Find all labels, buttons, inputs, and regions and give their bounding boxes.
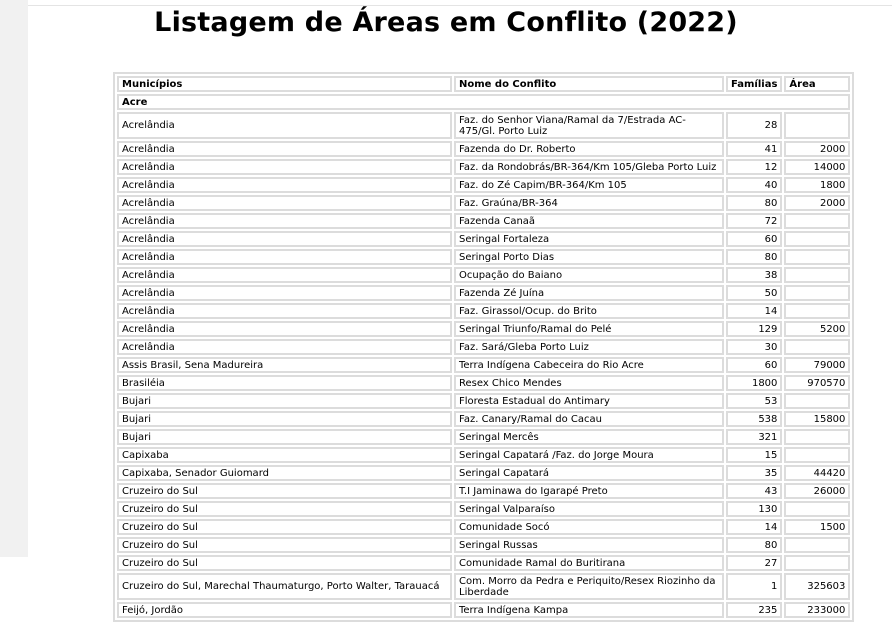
cell-familias: 14 (726, 519, 782, 535)
cell-area (784, 303, 850, 319)
cell-nome-conflito: Com. Morro da Pedra e Periquito/Resex Riozinho da Liberdade (454, 573, 724, 600)
cell-area: 44420 (784, 465, 850, 481)
cell-familias: 80 (726, 249, 782, 265)
cell-municipio: Acrelândia (117, 285, 452, 301)
table-body (117, 94, 850, 618)
table-header-row (117, 76, 850, 92)
cell-municipio: Cruzeiro do Sul (117, 537, 452, 553)
table-row (117, 375, 850, 391)
cell-nome-conflito: Faz. Canary/Ramal do Cacau (454, 411, 724, 427)
cell-familias: 40 (726, 177, 782, 193)
cell-area (784, 501, 850, 517)
cell-nome-conflito: Seringal Capatará /Faz. do Jorge Moura (454, 447, 724, 463)
cell-area: 79000 (784, 357, 850, 373)
conflicts-table (113, 72, 854, 622)
cell-familias: 15 (726, 447, 782, 463)
table-row (117, 112, 850, 139)
cell-familias: 30 (726, 339, 782, 355)
cell-area: 15800 (784, 411, 850, 427)
table-row (117, 267, 850, 283)
cell-nome-conflito: Floresta Estadual do Antimary (454, 393, 724, 409)
cell-familias: 60 (726, 357, 782, 373)
table-row (117, 159, 850, 175)
cell-municipio: Cruzeiro do Sul (117, 519, 452, 535)
cell-area (784, 339, 850, 355)
cell-municipio: Capixaba, Senador Guiomard (117, 465, 452, 481)
cell-familias: 60 (726, 231, 782, 247)
cell-nome-conflito: Faz. Girassol/Ocup. do Brito (454, 303, 724, 319)
table-row (117, 357, 850, 373)
table-row (117, 447, 850, 463)
cell-area (784, 285, 850, 301)
table-row (117, 231, 850, 247)
cell-municipio: Brasiléia (117, 375, 452, 391)
cell-familias: 129 (726, 321, 782, 337)
cell-area (784, 393, 850, 409)
cell-nome-conflito: Terra Indígena Kampa (454, 602, 724, 618)
cell-area: 5200 (784, 321, 850, 337)
cell-municipio: Feijó, Jordão (117, 602, 452, 618)
cell-familias: 1 (726, 573, 782, 600)
cell-area: 325603 (784, 573, 850, 600)
cell-familias: 80 (726, 537, 782, 553)
cell-area: 1800 (784, 177, 850, 193)
cell-municipio: Acrelândia (117, 195, 452, 211)
cell-municipio: Cruzeiro do Sul (117, 483, 452, 499)
table-row (117, 177, 850, 193)
cell-nome-conflito: Resex Chico Mendes (454, 375, 724, 391)
cell-municipio: Bujari (117, 411, 452, 427)
cell-municipio: Bujari (117, 429, 452, 445)
cell-familias: 1800 (726, 375, 782, 391)
cell-familias: 35 (726, 465, 782, 481)
table-row (117, 555, 850, 571)
cell-municipio: Cruzeiro do Sul (117, 555, 452, 571)
cell-area: 2000 (784, 195, 850, 211)
cell-municipio: Acrelândia (117, 159, 452, 175)
cell-area (784, 249, 850, 265)
table-row (117, 501, 850, 517)
table-row (117, 195, 850, 211)
table-row (117, 519, 850, 535)
cell-familias: 130 (726, 501, 782, 517)
table-row (117, 303, 850, 319)
cell-nome-conflito: Faz. Graúna/BR-364 (454, 195, 724, 211)
cell-area (784, 555, 850, 571)
cell-municipio: Acrelândia (117, 112, 452, 139)
state-row (117, 94, 850, 110)
cell-area (784, 267, 850, 283)
cell-municipio: Acrelândia (117, 303, 452, 319)
cell-municipio: Acrelândia (117, 141, 452, 157)
cell-nome-conflito: Terra Indígena Cabeceira do Rio Acre (454, 357, 724, 373)
cell-familias: 28 (726, 112, 782, 139)
cell-area (784, 537, 850, 553)
cell-familias: 27 (726, 555, 782, 571)
cell-nome-conflito: Faz. do Senhor Viana/Ramal da 7/Estrada AC-475/Gl. Porto Luiz (454, 112, 724, 139)
cell-nome-conflito: Faz. da Rondobrás/BR-364/Km 105/Gleba Porto Luiz (454, 159, 724, 175)
table-row (117, 429, 850, 445)
table-row (117, 537, 850, 553)
cell-familias: 12 (726, 159, 782, 175)
table-row (117, 465, 850, 481)
table-row (117, 573, 850, 600)
cell-municipio: Acrelândia (117, 321, 452, 337)
cell-nome-conflito: Fazenda do Dr. Roberto (454, 141, 724, 157)
cell-municipio: Acrelândia (117, 213, 452, 229)
cell-nome-conflito: Seringal Valparaíso (454, 501, 724, 517)
cell-nome-conflito: Seringal Fortaleza (454, 231, 724, 247)
cell-municipio: Acrelândia (117, 177, 452, 193)
table-row (117, 213, 850, 229)
table-row (117, 321, 850, 337)
cell-municipio: Acrelândia (117, 231, 452, 247)
table-row (117, 411, 850, 427)
cell-area (784, 112, 850, 139)
cell-nome-conflito: Comunidade Ramal do Buritirana (454, 555, 724, 571)
cell-area: 233000 (784, 602, 850, 618)
cell-area: 970570 (784, 375, 850, 391)
table-row (117, 249, 850, 265)
cell-nome-conflito: Ocupação do Baiano (454, 267, 724, 283)
cell-area: 1500 (784, 519, 850, 535)
cell-municipio: Cruzeiro do Sul, Marechal Thaumaturgo, Porto Walter, Tarauacá (117, 573, 452, 600)
cell-nome-conflito: Fazenda Zé Juína (454, 285, 724, 301)
cell-nome-conflito: Faz. do Zé Capim/BR-364/Km 105 (454, 177, 724, 193)
cell-familias: 235 (726, 602, 782, 618)
cell-nome-conflito: Seringal Triunfo/Ramal do Pelé (454, 321, 724, 337)
cell-area: 2000 (784, 141, 850, 157)
cell-familias: 53 (726, 393, 782, 409)
table-row (117, 339, 850, 355)
cell-area (784, 447, 850, 463)
cell-familias: 38 (726, 267, 782, 283)
cell-nome-conflito: Seringal Porto Dias (454, 249, 724, 265)
top-divider (28, 5, 892, 6)
cell-area (784, 231, 850, 247)
cell-area (784, 429, 850, 445)
cell-municipio: Capixaba (117, 447, 452, 463)
page-title: Listagem de Áreas em Conflito (2022) (154, 7, 738, 38)
cell-municipio: Bujari (117, 393, 452, 409)
cell-familias: 14 (726, 303, 782, 319)
cell-familias: 50 (726, 285, 782, 301)
cell-municipio: Acrelândia (117, 249, 452, 265)
table-row (117, 602, 850, 618)
cell-municipio: Acrelândia (117, 267, 452, 283)
cell-familias: 321 (726, 429, 782, 445)
table-row (117, 393, 850, 409)
cell-municipio: Cruzeiro do Sul (117, 501, 452, 517)
header-nome-conflito: Nome do Conflito (454, 76, 724, 92)
header-municipios: Municípios (117, 76, 452, 92)
state-label: Acre (117, 94, 850, 110)
cell-nome-conflito: Fazenda Canaã (454, 213, 724, 229)
header-familias: Famílias (726, 76, 782, 92)
cell-area: 26000 (784, 483, 850, 499)
left-margin-strip (0, 0, 28, 557)
cell-area (784, 213, 850, 229)
cell-nome-conflito: Faz. Sará/Gleba Porto Luiz (454, 339, 724, 355)
cell-nome-conflito: T.I Jaminawa do Igarapé Preto (454, 483, 724, 499)
table-row (117, 483, 850, 499)
cell-municipio: Acrelândia (117, 339, 452, 355)
table-row (117, 141, 850, 157)
cell-nome-conflito: Comunidade Socó (454, 519, 724, 535)
cell-nome-conflito: Seringal Mercês (454, 429, 724, 445)
cell-nome-conflito: Seringal Russas (454, 537, 724, 553)
header-area: Área (784, 76, 850, 92)
cell-nome-conflito: Seringal Capatará (454, 465, 724, 481)
cell-familias: 41 (726, 141, 782, 157)
cell-familias: 538 (726, 411, 782, 427)
cell-area: 14000 (784, 159, 850, 175)
cell-municipio: Assis Brasil, Sena Madureira (117, 357, 452, 373)
cell-familias: 80 (726, 195, 782, 211)
table-row (117, 285, 850, 301)
cell-familias: 72 (726, 213, 782, 229)
cell-familias: 43 (726, 483, 782, 499)
